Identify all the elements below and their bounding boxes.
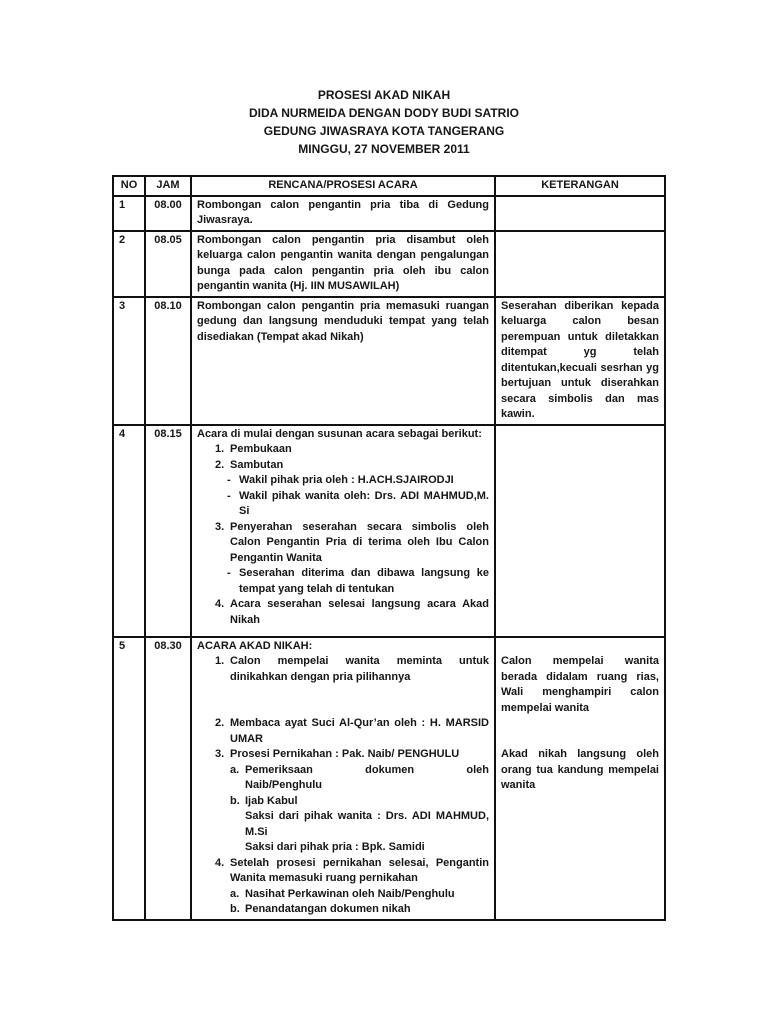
cell-keterangan <box>495 637 665 920</box>
table-row <box>113 637 665 920</box>
list-item <box>215 442 489 458</box>
header-no: NO <box>113 176 145 196</box>
paragraph: Rombongan calon pengantin pria tiba di Gedung Jiwasraya. <box>197 198 489 226</box>
list-marker: - <box>227 567 231 579</box>
cell-keterangan <box>495 196 665 231</box>
title-line-2: DIDA NURMEIDA DENGAN DODY BUDI SATRIO <box>248 106 519 120</box>
cell-no: 4 <box>113 425 145 637</box>
cell-no: 5 <box>113 637 145 920</box>
list-item <box>230 887 489 903</box>
list-item <box>230 763 489 779</box>
list-marker: a. <box>230 887 240 900</box>
paragraph: ACARA AKAD NIKAH: <box>197 639 313 652</box>
cell-no: 2 <box>113 231 145 297</box>
cell-no: 3 <box>113 297 145 425</box>
cell-jam: 08.30 <box>145 637 191 920</box>
list-marker: 1. <box>215 655 225 667</box>
list-item <box>215 458 489 474</box>
list-marker: 3. <box>215 748 225 760</box>
cell-rencana <box>191 231 495 297</box>
list-item-text: Membaca ayat Suci Al-Qur’an oleh : H. MARSID UMAR <box>230 717 489 745</box>
title-line-3: GEDUNG JIWASRAYA KOTA TANGERANG <box>263 124 505 138</box>
list-marker: - <box>227 474 231 486</box>
cell-rencana <box>191 425 495 637</box>
list-item-text: Ijab Kabul <box>245 794 298 807</box>
paragraph: Acara di mulai dengan susunan acara sebagai berikut: <box>197 427 482 440</box>
list-item <box>230 902 489 918</box>
cell-jam: 08.10 <box>145 297 191 425</box>
cell-keterangan <box>495 297 665 425</box>
list-item-text: Penyerahan seserahan secara simbolis oleh Calon Pengantin Pria di terima oleh Ibu Calon Pengantin Wanita <box>230 520 489 564</box>
list-item-text: Seserahan diterima dan dibawa langsung ke tempat yang telah di tentukan <box>239 567 489 595</box>
list-item-text: Acara seserahan selesai langsung acara Akad Nikah <box>230 598 489 626</box>
header-jam: JAM <box>145 176 191 196</box>
list-marker: a. <box>230 763 240 776</box>
table-header-row <box>113 176 665 196</box>
list-item-continuation: Saksi dari pihak pria : Bpk. Samidi <box>245 841 425 853</box>
list-item <box>215 747 489 763</box>
cell-no: 1 <box>113 196 145 231</box>
spacer <box>501 639 659 655</box>
list-item <box>230 794 489 810</box>
list-marker: 4. <box>215 598 225 610</box>
table-row <box>113 425 665 637</box>
list-marker: 2. <box>215 717 225 729</box>
schedule-table <box>112 175 666 921</box>
list-item-text: Sambutan <box>230 458 284 471</box>
spacer <box>197 685 489 716</box>
list-item-text: Calon mempelai wanita meminta untuk dinikahkan dengan pria pilihannya <box>230 655 489 683</box>
list-marker: - <box>227 489 231 502</box>
document-title <box>0 86 768 158</box>
list-item <box>215 520 489 567</box>
list-marker: b. <box>230 794 240 807</box>
header-rencana: RENCANA/PROSESI ACARA <box>191 176 495 196</box>
table-body <box>113 196 665 920</box>
list-marker: 4. <box>215 856 225 869</box>
cell-rencana <box>191 637 495 920</box>
list-marker: 1. <box>215 443 225 455</box>
header-keterangan: KETERANGAN <box>495 176 665 196</box>
cell-jam: 08.05 <box>145 231 191 297</box>
table-row <box>113 231 665 297</box>
cell-jam: 08.00 <box>145 196 191 231</box>
table-row <box>113 196 665 231</box>
list-item-text: Wakil pihak wanita oleh: Drs. ADI MAHMUD,M. Si <box>239 489 489 517</box>
list-item-text: Penandatangan dokumen nikah <box>245 903 411 915</box>
title-line-4: MINGGU, 27 NOVEMBER 2011 <box>298 142 470 156</box>
cell-keterangan <box>495 231 665 297</box>
list-item-text: Pemeriksaan dokumen oleh <box>245 763 489 776</box>
list-item-text: Setelah prosesi pernikahan selesai, Pengantin Wanita memasuki ruang pernikahan <box>230 856 489 884</box>
paragraph: Rombongan calon pengantin pria disambut oleh keluarga calon pengantin wanita dengan pengalungan bunga pada calon pengantin pria oleh ibu calon pengantin wanita (Hj. IIN MUSAWILAH) <box>197 233 489 292</box>
list-item-text: Prosesi Pernikahan : Pak. Naib/ PENGHULU <box>230 748 460 760</box>
paragraph: Calon mempelai wanita berada didalam ruang rias, Wali menghampiri calon mempelai wanita <box>501 655 659 714</box>
list-item-text: Nasihat Perkawinan oleh Naib/Penghulu <box>245 887 455 900</box>
cell-jam: 08.15 <box>145 425 191 637</box>
list-item <box>215 597 489 628</box>
paragraph: Rombongan calon pengantin pria memasuki ruangan gedung dan langsung menduduki tempat yang telah disediakan (Tempat akad Nikah) <box>197 299 489 343</box>
paragraph: Akad nikah langsung oleh orang tua kandung mempelai wanita <box>501 748 659 791</box>
list-item-continuation: Naib/Penghulu <box>245 779 322 791</box>
list-marker: 3. <box>215 520 225 533</box>
list-marker: b. <box>230 903 240 915</box>
paragraph: Seserahan diberikan kepada keluarga calon besan perempuan untuk diletakkan ditempat yg telah ditentukan,kecuali sesrhan yg bertujuan untuk diserahkan secara simbolis dan mas kawin. <box>501 299 659 420</box>
list-item <box>227 566 489 597</box>
list-item-text: Pembukaan <box>230 443 292 455</box>
list-item <box>215 856 489 887</box>
list-item <box>215 716 489 747</box>
table-row <box>113 297 665 425</box>
list-item <box>227 473 489 489</box>
list-item-text: Wakil pihak pria oleh : H.ACH.SJAIRODJI <box>239 474 454 486</box>
list-item <box>227 489 489 520</box>
cell-keterangan <box>495 425 665 637</box>
cell-rencana <box>191 297 495 425</box>
title-line-1: PROSESI AKAD NIKAH <box>317 88 451 102</box>
list-item <box>215 654 489 685</box>
list-item-continuation: Saksi dari pihak wanita : Drs. ADI MAHMUD, M.Si <box>245 810 489 838</box>
spacer <box>501 716 659 747</box>
cell-rencana <box>191 196 495 231</box>
list-marker: 2. <box>215 458 225 471</box>
